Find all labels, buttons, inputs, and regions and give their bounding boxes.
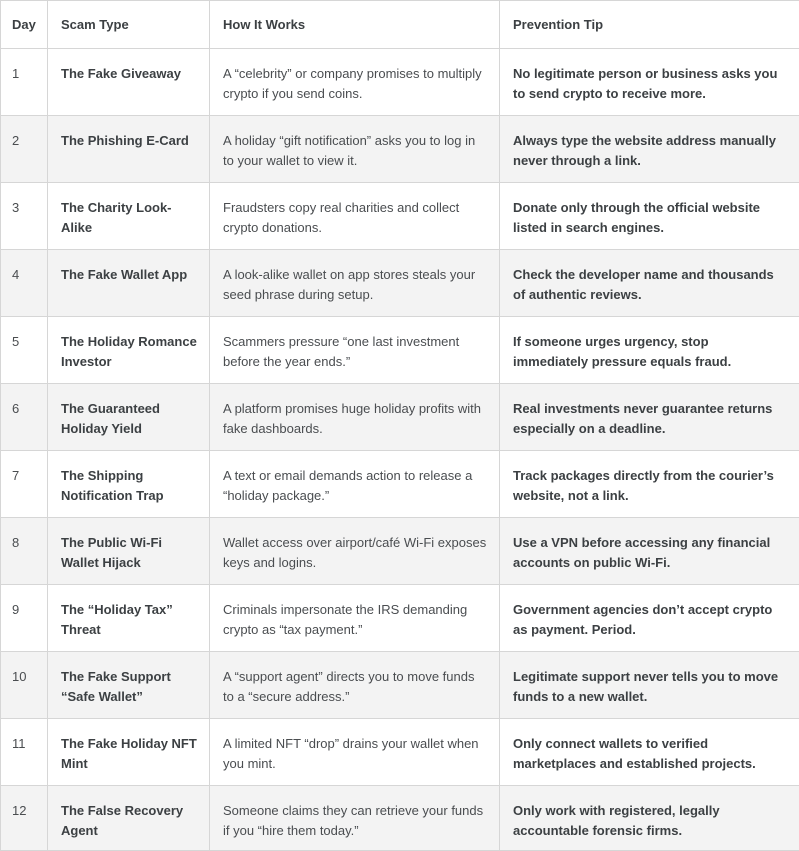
how-it-works-cell: A look-alike wallet on app stores steals your seed phrase during setup. — [210, 250, 500, 317]
scam-type-cell: The Fake Wallet App — [48, 250, 210, 317]
prevention-tip-cell: Only connect wallets to verified marketplaces and established projects. — [500, 719, 799, 786]
prevention-tip-cell: No legitimate person or business asks you to send crypto to receive more. — [500, 49, 799, 116]
scam-type-cell: The Guaranteed Holiday Yield — [48, 384, 210, 451]
prevention-tip-cell: Track packages directly from the courier’s website, not a link. — [500, 451, 799, 518]
prevention-tip-cell: Donate only through the official website listed in search engines. — [500, 183, 799, 250]
day-cell: 12 — [1, 786, 48, 851]
day-cell: 5 — [1, 317, 48, 384]
table-row — [1, 786, 799, 851]
prevention-tip-cell: Check the developer name and thousands of authentic reviews. — [500, 250, 799, 317]
how-it-works-cell: Someone claims they can retrieve your funds if you “hire them today.” — [210, 786, 500, 851]
prevention-tip-cell: Only work with registered, legally accountable forensic firms. — [500, 786, 799, 851]
day-cell: 9 — [1, 585, 48, 652]
scam-type-cell: The Phishing E-Card — [48, 116, 210, 183]
scam-type-cell: The Shipping Notification Trap — [48, 451, 210, 518]
how-it-works-cell: A “celebrity” or company promises to multiply crypto if you send coins. — [210, 49, 500, 116]
table-row — [1, 451, 799, 518]
prevention-tip-cell: Use a VPN before accessing any financial accounts on public Wi-Fi. — [500, 518, 799, 585]
scam-type-cell: The Charity Look-Alike — [48, 183, 210, 250]
table-row — [1, 49, 799, 116]
day-cell: 6 — [1, 384, 48, 451]
day-cell: 4 — [1, 250, 48, 317]
prevention-tip-cell: Real investments never guarantee returns especially on a deadline. — [500, 384, 799, 451]
table-body — [1, 49, 799, 851]
how-it-works-cell: Wallet access over airport/café Wi-Fi exposes keys and logins. — [210, 518, 500, 585]
scam-type-cell: The Public Wi-Fi Wallet Hijack — [48, 518, 210, 585]
how-it-works-cell: A holiday “gift notification” asks you to log in to your wallet to view it. — [210, 116, 500, 183]
day-cell: 7 — [1, 451, 48, 518]
table-row — [1, 183, 799, 250]
day-cell: 8 — [1, 518, 48, 585]
day-cell: 2 — [1, 116, 48, 183]
day-cell: 1 — [1, 49, 48, 116]
scam-type-cell: The Fake Holiday NFT Mint — [48, 719, 210, 786]
prevention-tip-cell: Always type the website address manually never through a link. — [500, 116, 799, 183]
prevention-tip-cell: Government agencies don’t accept crypto as payment. Period. — [500, 585, 799, 652]
scam-type-cell: The “Holiday Tax” Threat — [48, 585, 210, 652]
how-it-works-cell: Fraudsters copy real charities and collect crypto donations. — [210, 183, 500, 250]
header-prevention-tip: Prevention Tip — [500, 1, 799, 49]
scam-type-cell: The False Recovery Agent — [48, 786, 210, 851]
prevention-tip-cell: If someone urges urgency, stop immediately pressure equals fraud. — [500, 317, 799, 384]
header-row — [1, 1, 799, 49]
header-day: Day — [1, 1, 48, 49]
scam-type-cell: The Fake Giveaway — [48, 49, 210, 116]
how-it-works-cell: Scammers pressure “one last investment before the year ends.” — [210, 317, 500, 384]
table-row — [1, 518, 799, 585]
prevention-tip-cell: Legitimate support never tells you to move funds to a new wallet. — [500, 652, 799, 719]
how-it-works-cell: A limited NFT “drop” drains your wallet when you mint. — [210, 719, 500, 786]
how-it-works-cell: A platform promises huge holiday profits with fake dashboards. — [210, 384, 500, 451]
how-it-works-cell: A text or email demands action to release a “holiday package.” — [210, 451, 500, 518]
table-row — [1, 384, 799, 451]
table-row — [1, 250, 799, 317]
table-row — [1, 317, 799, 384]
day-cell: 11 — [1, 719, 48, 786]
table-row — [1, 116, 799, 183]
day-cell: 10 — [1, 652, 48, 719]
table-row — [1, 719, 799, 786]
day-cell: 3 — [1, 183, 48, 250]
table-row — [1, 585, 799, 652]
table-row — [1, 652, 799, 719]
scam-type-cell: The Holiday Romance Investor — [48, 317, 210, 384]
header-scam-type: Scam Type — [48, 1, 210, 49]
how-it-works-cell: A “support agent” directs you to move funds to a “secure address.” — [210, 652, 500, 719]
scam-type-cell: The Fake Support “Safe Wallet” — [48, 652, 210, 719]
how-it-works-cell: Criminals impersonate the IRS demanding crypto as “tax payment.” — [210, 585, 500, 652]
header-how-it-works: How It Works — [210, 1, 500, 49]
table-header — [1, 1, 799, 49]
